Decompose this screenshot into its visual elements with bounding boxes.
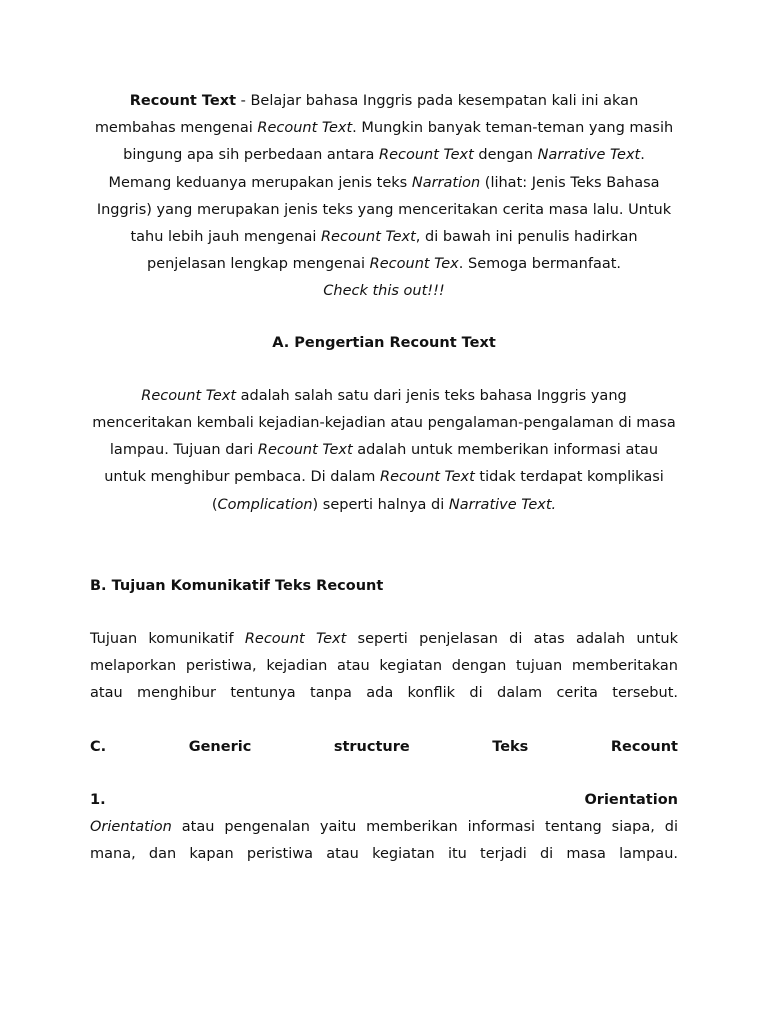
section-a-text: adalah salah satu dari jenis teks bahasa Inggris yang menceritakan kembali kejadian-kejadian atau pengalaman-pengalaman di masa lampau. Tujuan dari	[92, 387, 676, 459]
intro-term: Narrative Text	[537, 147, 641, 164]
intro-text: (lihat: Jenis Teks Bahasa Inggris) yang merupakan jenis teks yang menceritakan cerita masa lalu. Untuk tahu lebih jauh mengenai	[96, 174, 672, 246]
item-1-paragraph	[90, 814, 678, 868]
section-b-heading	[90, 573, 678, 600]
section-a-heading-text: A. Pengertian Recount Text	[272, 334, 496, 351]
section-b-heading-text: B. Tujuan Komunikatif Teks Recount	[90, 577, 384, 594]
section-a-term: Recount Text	[257, 442, 353, 459]
item-1-title: Orientation	[584, 791, 678, 808]
section-a-paragraph	[90, 383, 678, 519]
intro-text: - Belajar bahasa Inggris pada kesempatan kali ini akan membahas mengenai	[94, 93, 639, 137]
section-a-term: Complication	[217, 496, 313, 513]
intro-paragraph	[90, 88, 678, 306]
intro-text: , di bawah ini penulis hadirkan penjelasan lengkap mengenai	[146, 229, 638, 273]
section-a-text: tidak terdapat komplikasi (	[211, 469, 664, 513]
intro-text: . Semoga bermanfaat.	[458, 256, 622, 273]
section-c-word: Teks	[492, 738, 529, 755]
intro-term: Recount Text	[257, 120, 353, 137]
section-c-word: Recount	[610, 738, 678, 755]
section-b-term: Recount Text	[244, 631, 347, 648]
intro-term: Recount Text	[379, 147, 474, 164]
section-a-term: Narrative Text.	[448, 496, 557, 513]
section-a-heading	[90, 330, 678, 357]
check-this-out: Check this out!!!	[323, 283, 445, 300]
intro-text: . Memang keduanya merupakan jenis teks	[108, 147, 645, 191]
intro-term: Narration	[411, 174, 481, 191]
item-1-term: Orientation	[90, 819, 172, 836]
intro-text: . Mungkin banyak teman-teman yang masih bingung apa sih perbedaan antara	[123, 120, 674, 164]
section-a-text: adalah untuk memberikan informasi atau untuk menghibur pembaca. Di dalam	[104, 442, 659, 486]
section-a-term: Recount Text	[141, 387, 237, 404]
section-c-word: structure	[333, 738, 410, 755]
intro-title: Recount Text	[129, 93, 236, 109]
section-b-text: Tujuan komunikatif	[90, 631, 245, 648]
section-c-word: C.	[90, 738, 107, 755]
section-a-text: ) seperti halnya di	[312, 496, 449, 513]
intro-term: Recount Text	[320, 229, 416, 246]
item-1-number: 1.	[90, 791, 106, 808]
section-b-paragraph	[90, 626, 678, 708]
section-c-heading	[90, 734, 678, 761]
document-page	[90, 88, 678, 868]
item-1-heading	[90, 787, 678, 814]
section-b-text: seperti penjelasan di atas adalah untuk melaporkan peristiwa, kejadian atau kegiatan dengan tujuan memberitakan atau menghibur tentunya tanpa ada konflik di dalam cerita tersebut.	[90, 631, 678, 702]
section-c-word: Generic	[188, 738, 252, 755]
item-1-text: atau pengenalan yaitu memberikan informasi tentang siapa, di mana, dan kapan peristiwa atau kegiatan itu terjadi di masa lampau.	[90, 819, 678, 863]
intro-term: Recount Tex	[369, 256, 459, 273]
section-a-term: Recount Text	[380, 469, 475, 486]
intro-text: dengan	[473, 147, 538, 164]
